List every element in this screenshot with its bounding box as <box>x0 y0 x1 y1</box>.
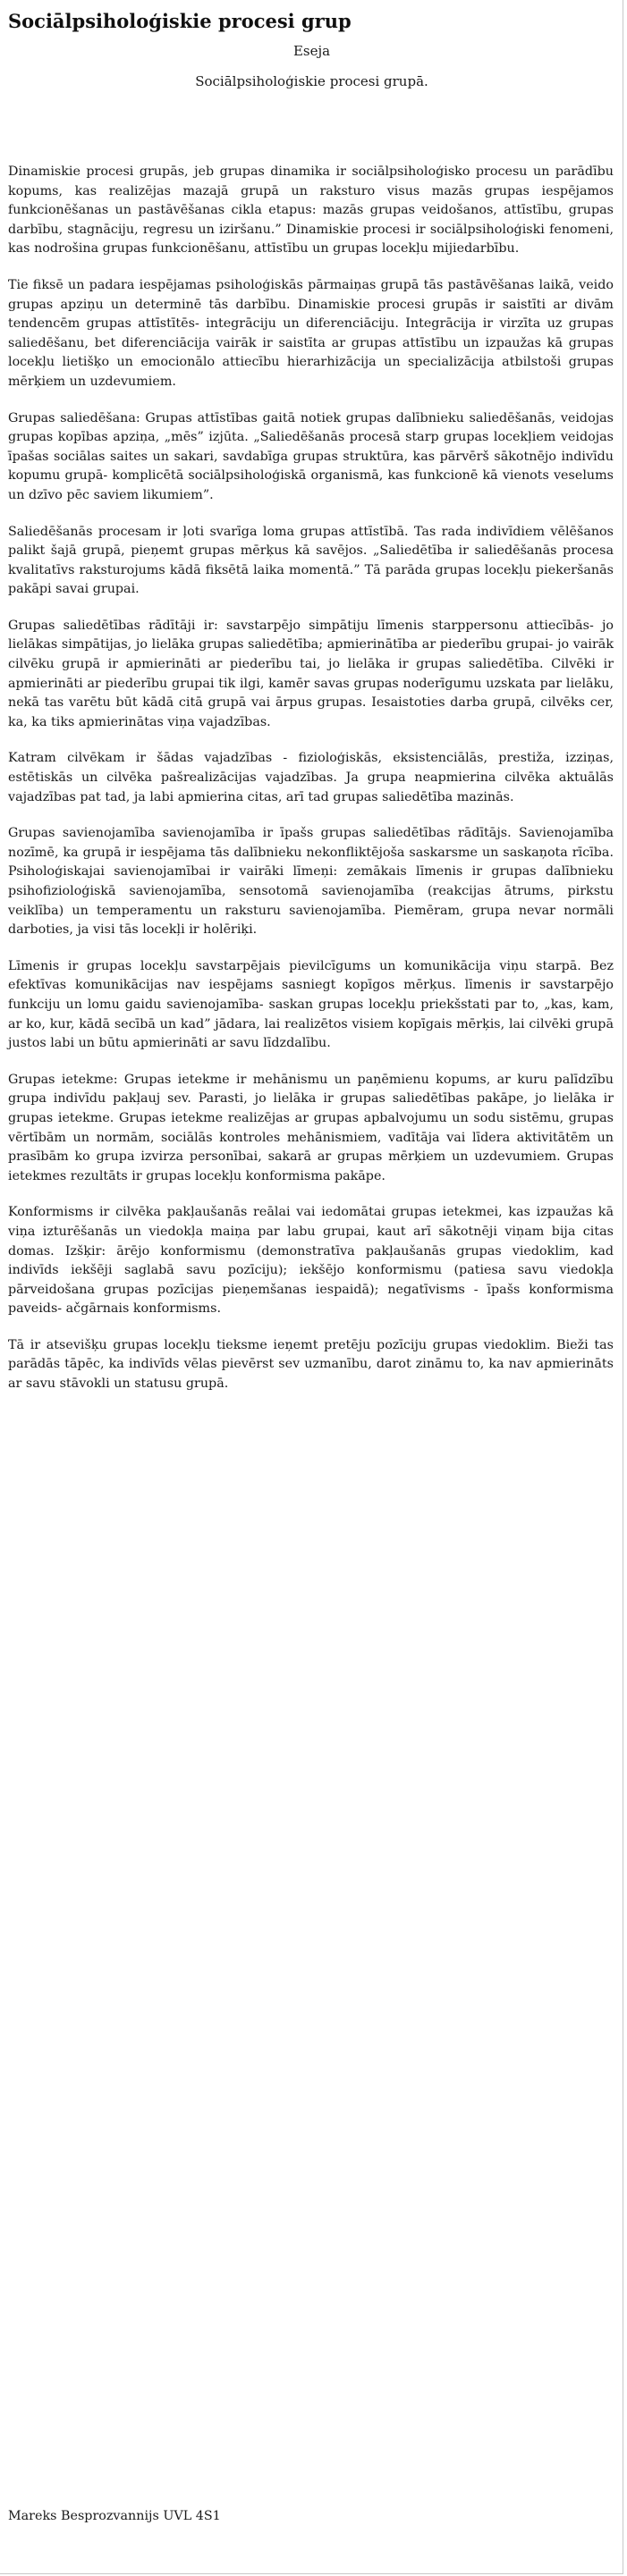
paragraph: Dinamiskie procesi grupās, jeb grupas dinamika ir sociālpsiholoģisko procesu un parādību kopums, kas realizējas mazajā grupā un raksturo visus mazās grupas iespējamos funkcionēšanas un pastāvēšanas cikla etapus: mazās grupas veidošanos, attīstību, grupas darbību, stagnāciju, regresu un iziršanu.” Dinamiskie procesi ir sociālpsiholoģiski fenomeni, kas nodrošina grupas funkcionēšanu, attīstību un grupas locekļu mijiedarbību. <box>8 164 614 257</box>
paragraph: Tā ir atsevišķu grupas locekļu tieksme ieņemt pretēju pozīciju grupas viedoklim. Bieži tas parādās tāpēc, ka indivīds vēlas pievērst sev uzmanību, darot zināmu to, ka nav apmierināts ar savu stāvokli un statusu grupā. <box>8 1337 614 1392</box>
paragraph: Konformisms ir cilvēka pakļaušanās reālai vai iedomātai grupas ietekmei, kas izpaužas kā viņa izturēšanās un viedokļa maiņa par labu grupai, kaut arī sākotnēji viņam bija citas domas. Izšķir: ārējo konformismu (demonstratīva pakļaušanās grupas viedoklim, kad indivīds iekšēji saglabā savu pozīciju); iekšējo konformismu (patiesa savu viedokļa pārveidošana grupas pozīcijas pieņemšanas iespaidā); negatīvisms - īpašs konformisma paveids- ačgārnais konformisms. <box>8 1205 614 1317</box>
paragraph: Grupas saliedētības rādītāji ir: savstarpējo simpātiju līmenis starppersonu attiecībās- jo lielākas simpātijas, jo lielāka grupas saliedētība; apmierinātība ar piederību grupai- jo vairāk cilvēku grupā ir apmierināti ar piederību tai, jo lielāka ir grupas saliedētība. Cilvēki ir apmierināti ar piederību grupai tik ilgi, kamēr savas grupas noderīgumu uzskata par lielāku, nekā tas varētu būt kādā citā grupā vai ārpus grupas. Iesaistoties darba grupā, cilvēks cer, ka, ka tiks apmierinātas viņa vajadzības. <box>8 618 614 729</box>
paragraph: Tie fiksē un padara iespējamas psiholoģiskās pārmaiņas grupā tās pastāvēšanas laikā, veido grupas apziņu un determinē tās darbību. Dinamiskie procesi grupās ir saistīti ar divām tendencēm grupas attīstītēs- integrāciju un diferenciāciju. Integrācija ir virzīta uz grupas saliedēšanu, bet diferenciācija vairāk ir saistīta ar grupas attīstību un izpaužas kā grupas locekļu lietišķo un emocionālo attiecību hierarhizācija un specializācija atbilstoši grupas mērķiem un uzdevumiem. <box>8 277 614 389</box>
paragraph: Grupas saliedēšana: Grupas attīstības gaitā notiek grupas dalībnieku saliedēšanās, veidojas grupas kopības apziņa, „mēs” izjūta. „Saliedēšanās procesā starp grupas locekļiem veidojas īpašas sociālas saites un sakari, savdabīga grupas struktūra, kas pārvērš sākotnējo indivīdu kopumu grupā- komplicētā sociālpsiholoģiskā organismā, kas funkcionē kā vienots veselums un dzīvo pēc saviem likumiem”. <box>8 410 614 502</box>
author-signature: Mareks Besprozvannijs UVL 4S1 <box>8 2509 221 2523</box>
paragraph: Grupas ietekme: Grupas ietekme ir mehānismu un paņēmienu kopums, ar kuru palīdzību grupa indivīdu pakļauj sev. Parasti, jo lielāka ir grupas saliedētības pakāpe, jo lielāka ir grupas ietekme. Grupas ietekme realizējas ar grupas apbalvojumu un sodu sistēmu, grupas vērtībām un normām, sociālās kontroles mehānismiem, vadītāja vai līdera aktivitātēm un prasībām ko grupa izvirza personībai, sakarā ar grupas mērķiem un uzdevumiem. Grupas ietekmes rezultāts ir grupas locekļu konformisma pakāpe. <box>8 1072 614 1183</box>
paragraph: Līmenis ir grupas locekļu savstarpējais pievilcīgums un komunikācija viņu starpā. Bez efektīvas komunikācijas nav iespējams sasniegt kopīgos mērķus. līmenis ir savstarpējo funkciju un lomu gaidu savienojamība- saskan grupas locekļu priekšstati par to, „kas, kam, ar ko, kur, kādā secībā un kad” jādara, lai realizētos visiem kopīgais mērķis, lai cilvēki grupā justos labi un būtu apmierināti ar savu līdzdalību. <box>8 958 614 1051</box>
paragraph: Saliedēšanās procesam ir ļoti svarīga loma grupas attīstībā. Tas rada indivīdiem vēlēšanos palikt šajā grupā, pieņemt grupas mērķus kā savējos. „Saliedētība ir saliedēšanās procesa kvalitatīvs raksturojums kādā fiksētā laika momentā.” Tā parāda grupas locekļu piekeršanās pakāpi savai grupai. <box>8 524 614 597</box>
document-genre: Eseja <box>292 43 331 59</box>
paragraph: Grupas savienojamība savienojamība ir īpašs grupas saliedētības rādītājs. Savienojamība nozīmē, ka grupā ir iespējama tās dalībnieku nekonfliktējoša saskarsme un saskaņota rīcība. Psiholoģiskajai savienojamībai ir vairāki līmeņi: zemākais līmenis ir grupas dalībnieku psihofizioloģiskā savienojamība, sensotomā savienojamība (reakcijas ātrums, pirkstu veiklība) un temperamentu un raksturu savienojamība. Piemēram, grupa nevar normāli darboties, ja visi tās locekļi ir holēriķi. <box>8 826 614 938</box>
essay-body <box>8 163 614 1411</box>
document-subtitle: Sociālpsiholoģiskie procesi grupā. <box>195 73 428 89</box>
document-title: Sociālpsiholoģiskie procesi grup <box>8 10 352 32</box>
paragraph: Katram cilvēkam ir šādas vajadzības - fizioloģiskās, eksistenciālās, prestiža, izziņas, estētiskās un cilvēka pašrealizācijas vajadzības. Ja grupa neapmierina cilvēka aktuālās vajadzības pat tad, ja labi apmierina citas, arī tad grupas saliedētība mazinās. <box>8 751 614 804</box>
